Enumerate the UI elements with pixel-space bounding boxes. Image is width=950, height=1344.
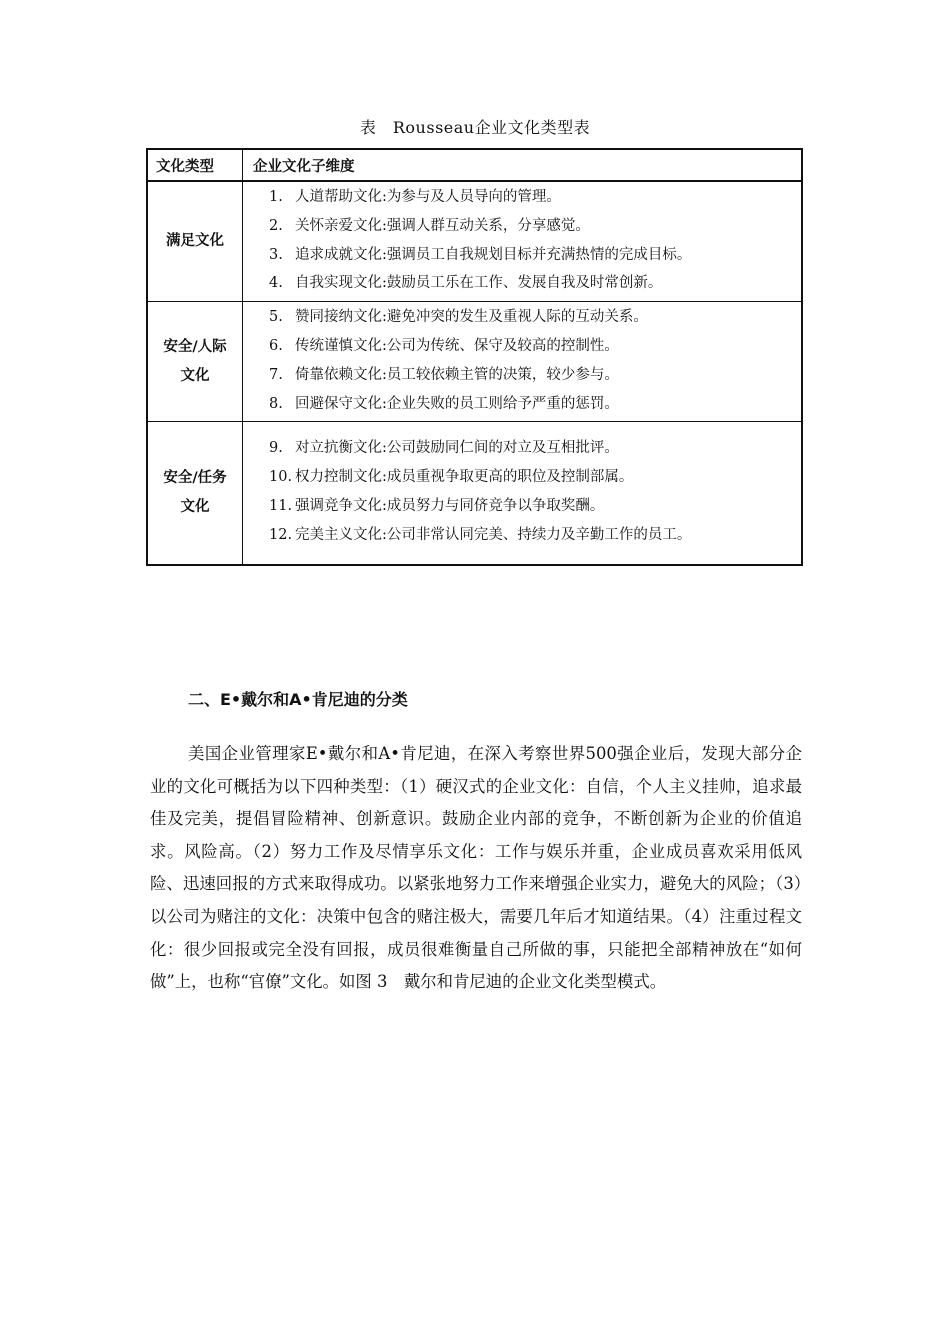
list-item: 10. 权力控制文化:成员重视争取更高的职位及控制部属。 [269,469,634,486]
culture-type-label: 安全/任务 [163,469,227,486]
column-header-type: 文化类型 [147,149,243,181]
culture-type-label: 满足文化 [166,233,224,250]
list-item: 11. 强调竞争文化:成员努力与同侪竞争以争取奖酬。 [269,497,605,514]
culture-type-table [146,148,803,566]
culture-type-label: 文化 [180,367,210,384]
table-row [147,422,802,565]
culture-type-cell [147,302,243,422]
list-item: 6. 传统谨慎文化:公司为传统、保守及较高的控制性。 [269,337,619,354]
body-paragraph: 美国企业管理家E•戴尔和A•肯尼迪，在深入考察世界500强企业后，发现大部分企业的文化可概括为以下四种类型：（1）硬汉式的企业文化：自信，个人主义挂帅，追求最佳及完美，提倡冒险精神、创新意识。鼓励企业内部的竞争，不断创新为企业的价值追求。风险高。（2）努力工作及尽情享乐文化：工作与娱乐并重，企业成员喜欢采用低风险、迅速回报的方式来取得成功。以紧张地努力工作来增强企业实力，避免大的风险；（3）以公司为赌注的文化：决策中包含的赌注极大，需要几年后才知道结果。（4）注重过程文化：很少回报或完全没有回报，成员很难衡量自己所做的事，只能把全部精神放在“如何做”上，也称“官僚”文化。如图 3 戴尔和肯尼迪的企业文化类型模式。 [150,744,802,992]
section-heading: 二、E•戴尔和A•肯尼迪的分类 [188,690,408,709]
list-item: 5. 赞同接纳文化:避免冲突的发生及重视人际的互动关系。 [269,309,648,326]
table-row [147,181,802,302]
culture-type-cell [147,422,243,565]
culture-type-label: 文化 [180,498,210,515]
list-item: 8. 回避保守文化:企业失败的员工则给予严重的惩罚。 [269,395,619,412]
column-header-subdimension: 企业文化子维度 [243,149,803,181]
subdimension-list [243,181,803,302]
list-item: 3. 追求成就文化:强调员工自我规划目标并充满热情的完成目标。 [269,246,692,263]
table-row [147,302,802,422]
subdimension-list [243,302,803,422]
culture-type-cell [147,181,243,302]
table-caption: 表 Rousseau企业文化类型表 [359,118,591,137]
list-item: 4. 自我实现文化:鼓励员工乐在工作、发展自我及时常创新。 [269,275,663,292]
culture-type-label: 安全/人际 [163,338,227,355]
table-header-row [147,149,802,181]
subdimension-list [243,422,803,565]
list-item: 1. 人道帮助文化:为参与及人员导向的管理。 [269,189,561,205]
list-item: 12. 完美主义文化:公司非常认同完美、持续力及辛勤工作的员工。 [269,526,692,543]
list-item: 9. 对立抗衡文化:公司鼓励同仁间的对立及互相批评。 [269,440,619,457]
list-item: 2. 关怀亲爱文化:强调人群互动关系，分享感觉。 [269,217,590,234]
list-item: 7. 倚靠依赖文化:员工较依赖主管的决策，较少参与。 [269,366,619,383]
